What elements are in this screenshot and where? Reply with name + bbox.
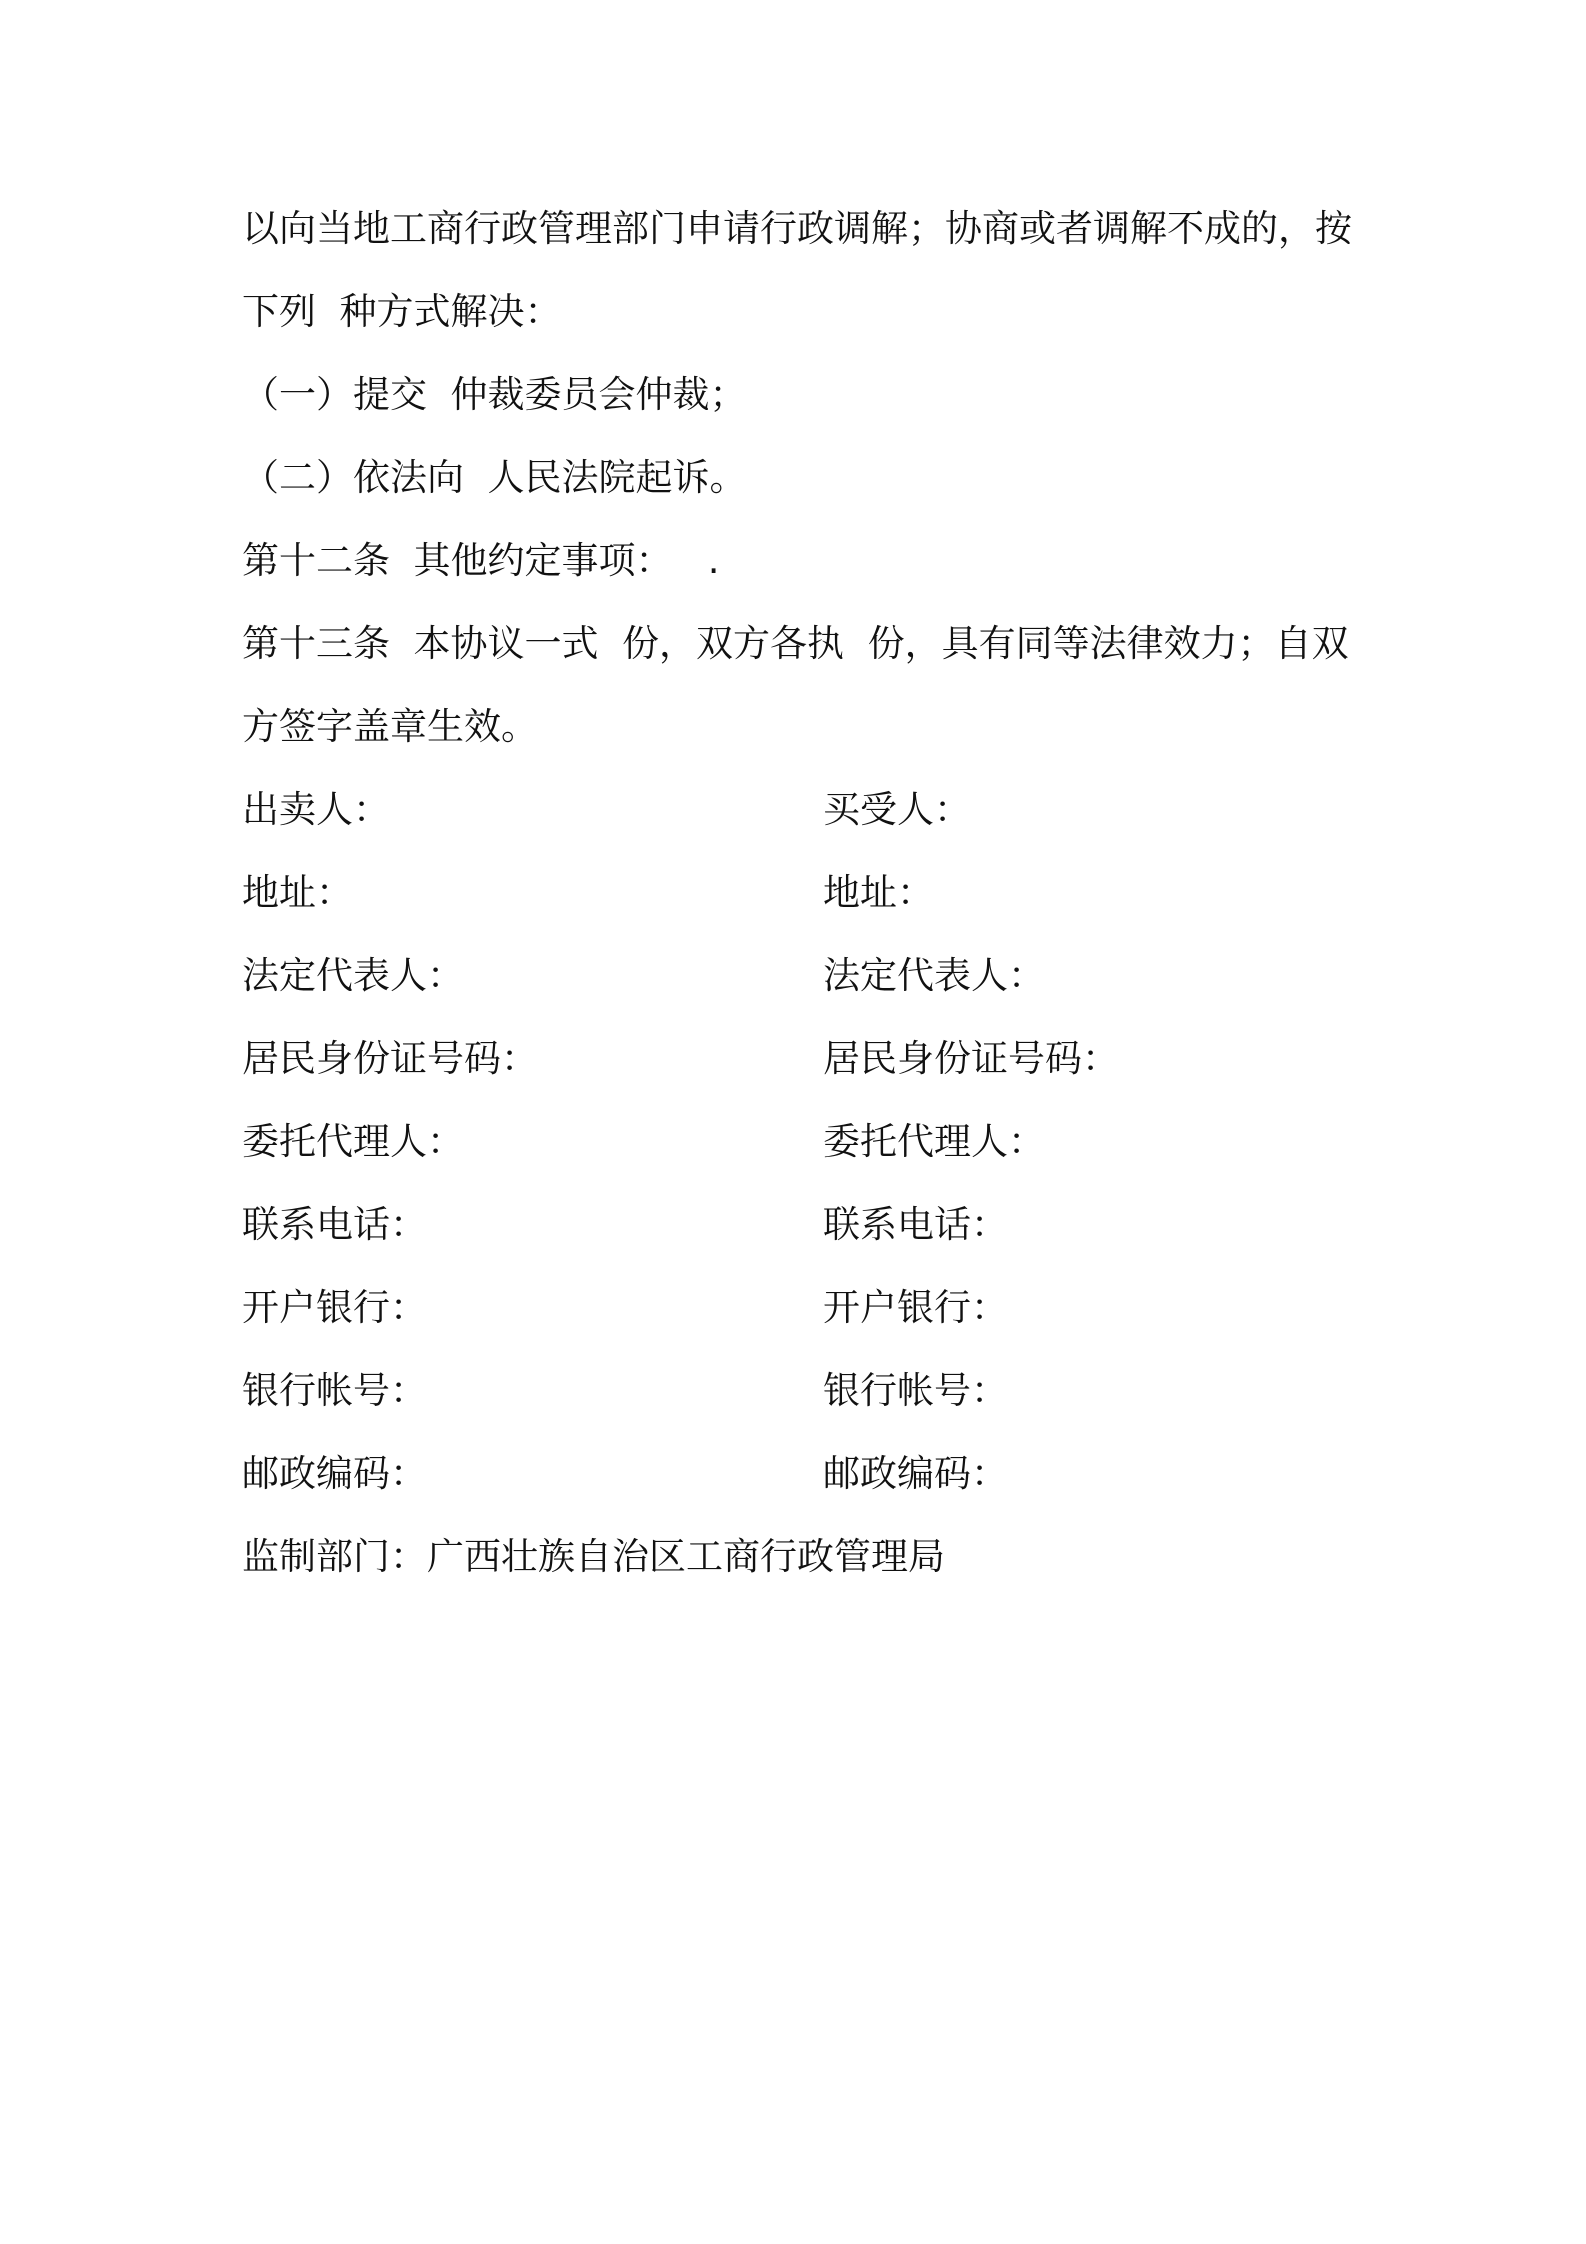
article-13-continued: 方签字盖章生效。 xyxy=(242,705,538,748)
seller-bank: 开户银行： xyxy=(242,1286,427,1329)
buyer-account: 银行帐号： xyxy=(823,1369,1008,1412)
buyer-agent: 委托代理人： xyxy=(823,1120,1045,1163)
seller-legal-rep: 法定代表人： xyxy=(242,954,464,997)
seller-address: 地址： xyxy=(242,871,353,914)
paragraph-resolution-methods: 下列 种方式解决： xyxy=(242,290,562,333)
article-13: 第十三条 本协议一式 份，双方各执 份，具有同等法律效力；自双 xyxy=(242,622,1349,665)
buyer-phone: 联系电话： xyxy=(823,1203,1008,1246)
buyer-id-number: 居民身份证号码： xyxy=(823,1037,1119,1080)
paragraph-option-lawsuit: （二）依法向 人民法院起诉。 xyxy=(242,456,747,499)
seller-account: 银行帐号： xyxy=(242,1369,427,1412)
supervisor-line: 监制部门：广西壮族自治区工商行政管理局 xyxy=(242,1535,945,1578)
seller-postcode: 邮政编码： xyxy=(242,1452,427,1495)
buyer-legal-rep: 法定代表人： xyxy=(823,954,1045,997)
paragraph-mediation: 以向当地工商行政管理部门申请行政调解；协商或者调解不成的，按 xyxy=(242,207,1352,250)
article-12: 第十二条 其他约定事项： . xyxy=(242,539,720,582)
seller-id-number: 居民身份证号码： xyxy=(242,1037,538,1080)
buyer-postcode: 邮政编码： xyxy=(823,1452,1008,1495)
seller-title: 出卖人： xyxy=(242,788,390,831)
buyer-bank: 开户银行： xyxy=(823,1286,1008,1329)
seller-phone: 联系电话： xyxy=(242,1203,427,1246)
paragraph-option-arbitration: （一）提交 仲裁委员会仲裁； xyxy=(242,373,747,416)
buyer-title: 买受人： xyxy=(823,788,971,831)
seller-agent: 委托代理人： xyxy=(242,1120,464,1163)
buyer-address: 地址： xyxy=(823,871,934,914)
